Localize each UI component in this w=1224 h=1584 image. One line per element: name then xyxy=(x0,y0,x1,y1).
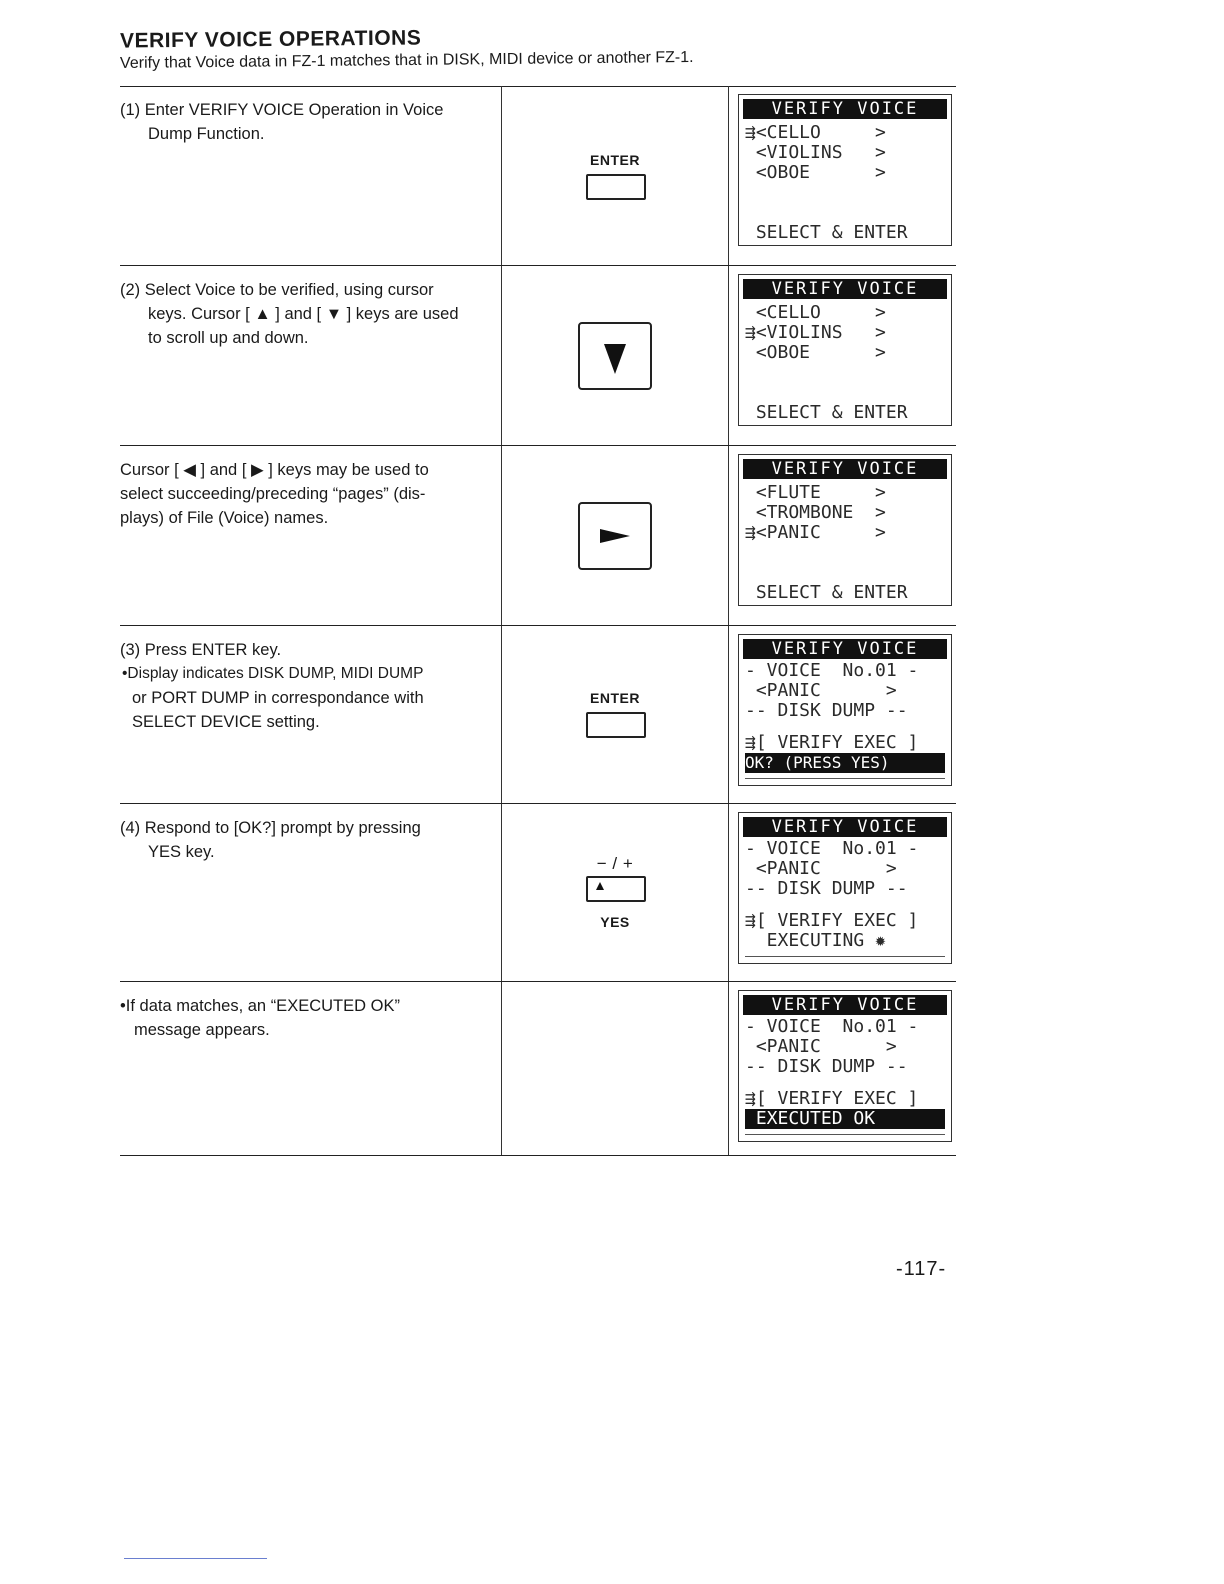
lcd-line: ⇶[ VERIFY EXEC ] xyxy=(745,910,919,931)
step-row-3 xyxy=(120,446,956,626)
step-4-line-3: or PORT DUMP in correspondance with xyxy=(132,689,424,707)
enter-key-label: ENTER xyxy=(590,152,640,168)
step-3-text xyxy=(120,458,485,530)
arrow-down-icon xyxy=(580,324,650,388)
lcd-line: SELECT & ENTER xyxy=(745,402,908,423)
step-row-4 xyxy=(120,626,956,804)
lcd-bottom-line xyxy=(745,1134,945,1135)
lcd-line: ⇶[ VERIFY EXEC ] xyxy=(745,1088,919,1109)
lcd-line: ⇶<CELLO > xyxy=(745,122,886,143)
lcd-header: VERIFY VOICE xyxy=(743,99,947,119)
lcd-line: ⇶<VIOLINS > xyxy=(745,322,886,343)
lcd-bottom-line xyxy=(745,778,945,779)
lcd-line: <PANIC > xyxy=(745,680,897,701)
step-1-text xyxy=(120,98,485,146)
lcd-prompt-ok: OK? (PRESS YES) xyxy=(745,753,945,773)
step-5-line-1: (4) Respond to [OK?] prompt by pressing xyxy=(120,819,421,837)
enter-key-button[interactable] xyxy=(586,174,646,200)
lcd-line: <PANIC > xyxy=(745,858,897,879)
lcd-line: - VOICE No.01 - xyxy=(745,1016,919,1037)
step-4-line-1: (3) Press ENTER key. xyxy=(120,641,282,659)
lcd-screen-5 xyxy=(738,812,952,964)
lcd-screen-1 xyxy=(738,94,952,246)
page-number: -117- xyxy=(896,1258,947,1280)
lcd-line: SELECT & ENTER xyxy=(745,222,908,243)
lcd-line: ⇶<PANIC > xyxy=(745,522,886,543)
page-subtitle: Verify that Voice data in FZ-1 matches that in DISK, MIDI device or another FZ-1. xyxy=(119,48,694,73)
step-row-6 xyxy=(120,982,956,1162)
step-4-line-2: •Display indicates DISK DUMP, MIDI DUMP xyxy=(122,665,424,682)
enter-key-label: ENTER xyxy=(590,690,640,706)
yes-key-button[interactable] xyxy=(586,876,646,902)
arrow-up-icon xyxy=(588,878,644,900)
arrow-right-icon xyxy=(580,504,650,568)
lcd-line: <TROMBONE > xyxy=(745,502,886,523)
column-divider xyxy=(728,626,729,804)
lcd-line: -- DISK DUMP -- xyxy=(745,878,908,899)
step-3-key-area xyxy=(502,446,728,626)
step-6-text xyxy=(120,994,485,1042)
step-5-key-area xyxy=(502,804,728,982)
table-bottom-rule xyxy=(120,1155,956,1156)
lcd-screen-6 xyxy=(738,990,952,1142)
step-1-line-1: (1) Enter VERIFY VOICE Operation in Voice xyxy=(120,101,444,119)
step-row-5 xyxy=(120,804,956,982)
lcd-line: -- DISK DUMP -- xyxy=(745,1056,908,1077)
step-2-line-3: to scroll up and down. xyxy=(148,329,309,347)
step-2-key-area xyxy=(502,266,728,446)
lcd-screen-3 xyxy=(738,454,952,606)
yes-key-label: YES xyxy=(600,914,630,930)
column-divider xyxy=(728,446,729,626)
lcd-header: VERIFY VOICE xyxy=(743,459,947,479)
column-divider xyxy=(728,86,729,266)
lcd-screen-4 xyxy=(738,634,952,786)
enter-key-button[interactable] xyxy=(586,712,646,738)
lcd-line: - VOICE No.01 - xyxy=(745,660,919,681)
step-5-text xyxy=(120,816,485,864)
step-2-text xyxy=(120,278,485,350)
step-row-1 xyxy=(120,86,956,266)
step-6-line-1: •If data matches, an “EXECUTED OK” xyxy=(120,997,400,1015)
step-3-line-2: select succeeding/preceding “pages” (dis- xyxy=(120,485,426,503)
column-divider xyxy=(728,982,729,1156)
lcd-header: VERIFY VOICE xyxy=(743,817,947,837)
column-divider xyxy=(728,266,729,446)
lcd-line: -- DISK DUMP -- xyxy=(745,700,908,721)
lcd-executing: EXECUTING ✹ xyxy=(745,930,886,951)
lcd-line: SELECT & ENTER xyxy=(745,582,908,603)
step-3-line-1: Cursor [ ◀ ] and [ ▶ ] keys may be used to xyxy=(120,461,429,479)
lcd-header: VERIFY VOICE xyxy=(743,995,947,1015)
lcd-line: <VIOLINS > xyxy=(745,142,886,163)
lcd-line: <OBOE > xyxy=(745,342,886,363)
lcd-line: <OBOE > xyxy=(745,162,886,183)
lcd-line: <CELLO > xyxy=(745,302,886,323)
step-4-key-area xyxy=(502,626,728,804)
cursor-right-key[interactable] xyxy=(578,502,652,570)
lcd-line: <FLUTE > xyxy=(745,482,886,503)
lcd-header: VERIFY VOICE xyxy=(743,639,947,659)
step-1-line-2: Dump Function. xyxy=(148,125,265,143)
lcd-line: <PANIC > xyxy=(745,1036,897,1057)
lcd-line: ⇶[ VERIFY EXEC ] xyxy=(745,732,919,753)
column-divider xyxy=(501,982,502,1156)
step-1-key-area xyxy=(502,86,728,266)
step-2-line-1: (2) Select Voice to be verified, using cursor xyxy=(120,281,434,299)
step-row-2 xyxy=(120,266,956,446)
lcd-line: - VOICE No.01 - xyxy=(745,838,919,859)
step-3-line-3: plays) of File (Voice) names. xyxy=(120,509,329,527)
cursor-down-key[interactable] xyxy=(578,322,652,390)
lcd-header: VERIFY VOICE xyxy=(743,279,947,299)
step-2-line-2: keys. Cursor [ ▲ ] and [ ▼ ] keys are used xyxy=(148,305,459,323)
page-title: VERIFY VOICE OPERATIONS xyxy=(119,26,422,53)
minus-plus-label: − / + xyxy=(596,854,634,873)
step-6-line-2: message appears. xyxy=(134,1021,270,1039)
lcd-executed-ok: EXECUTED OK xyxy=(745,1109,945,1129)
lcd-bottom-line xyxy=(745,956,945,957)
step-4-text xyxy=(120,638,485,734)
step-4-line-4: SELECT DEVICE setting. xyxy=(132,713,320,731)
lcd-screen-2 xyxy=(738,274,952,426)
step-5-line-2: YES key. xyxy=(148,843,215,861)
column-divider xyxy=(728,804,729,982)
footer-rule xyxy=(124,1558,267,1559)
